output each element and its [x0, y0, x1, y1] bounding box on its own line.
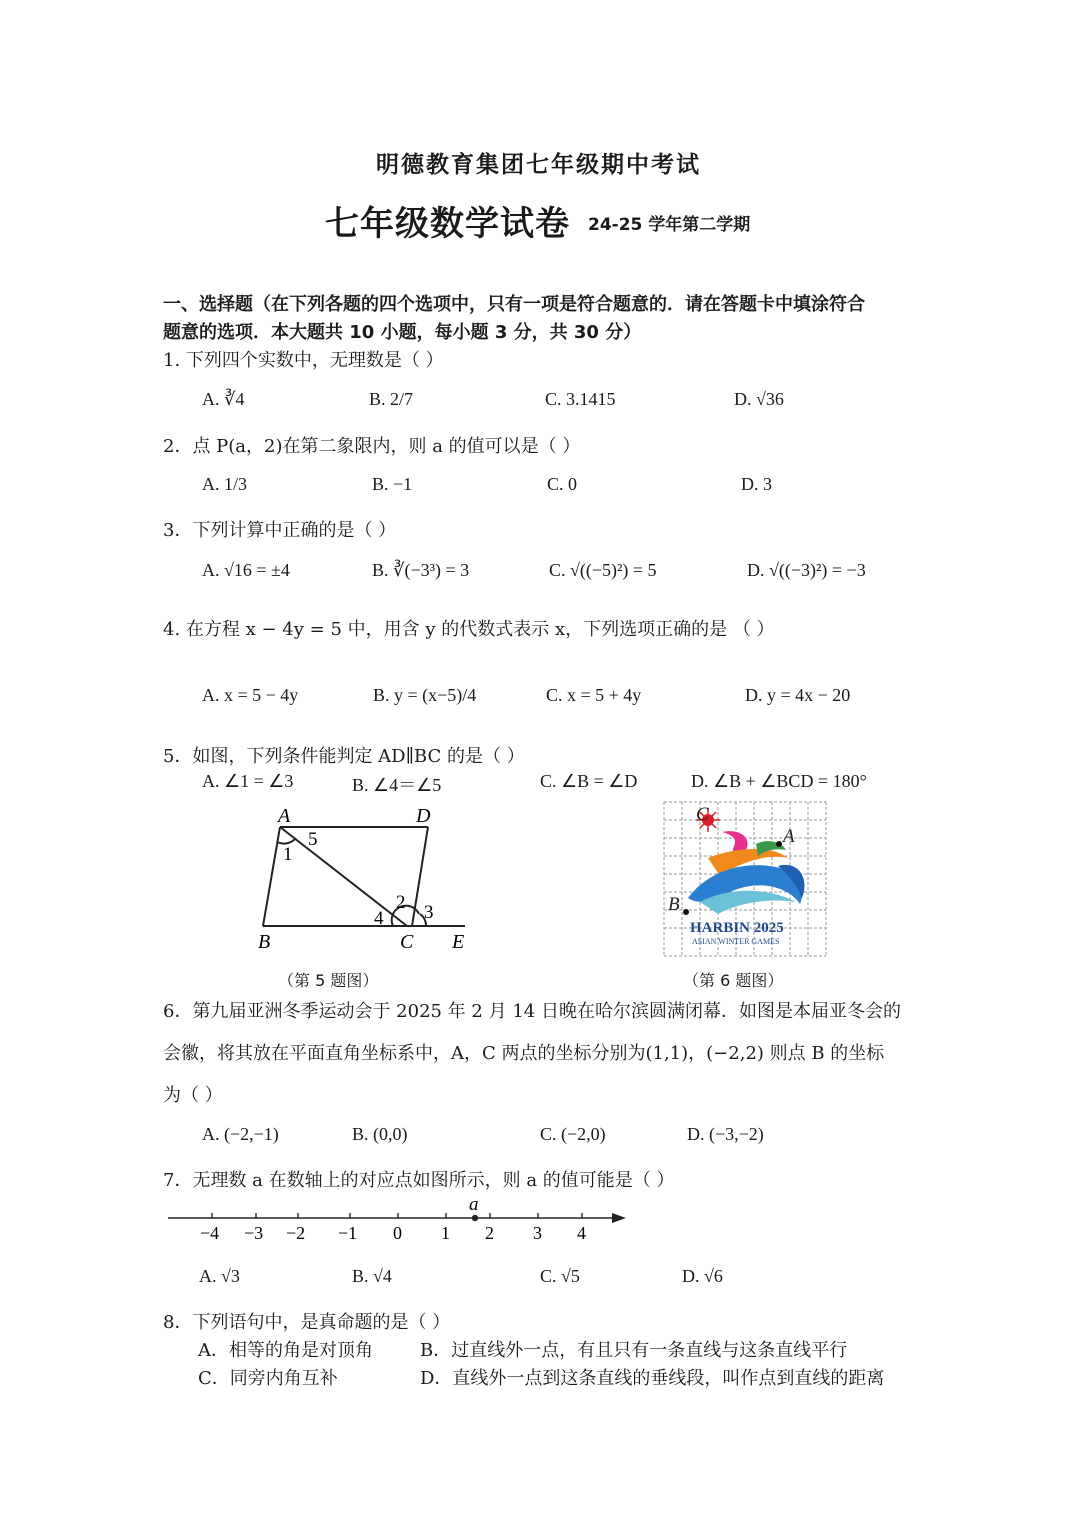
q8-option-b: B．过直线外一点，有且只有一条直线与这条直线平行 — [420, 1340, 848, 1361]
q7-option-d: D. √6 — [682, 1266, 723, 1286]
section-heading-line1: 一、选择题（在下列各题的四个选项中，只有一项是符合题意的．请在答题卡中填涂符合 — [163, 294, 865, 315]
q1-option-a: A. ∛4 — [202, 389, 245, 409]
number-line-point-a — [472, 1215, 478, 1221]
number-line-tick-label: −3 — [244, 1223, 264, 1243]
number-line-tick-label: 2 — [485, 1223, 494, 1243]
figure-6-caption: （第 6 题图） — [683, 971, 784, 990]
q5-option-a: A. ∠1 = ∠3 — [202, 771, 294, 791]
figure-5-parallelogram — [250, 800, 480, 960]
fig5-label-b: B — [258, 931, 271, 953]
q4-option-b: B. y = (x−5)/4 — [373, 685, 477, 705]
fig5-label-a: A — [278, 805, 291, 827]
question-6-line1: 6．第九届亚洲冬季运动会于 2025 年 2 月 14 日晚在哈尔滨圆满闭幕．如图是本届亚冬会的 — [163, 1001, 901, 1022]
number-line-point-label: a — [469, 1194, 479, 1215]
fig5-angle-1: 1 — [283, 844, 293, 865]
q1-option-b: B. 2/7 — [369, 389, 414, 409]
fig5-angle-2: 2 — [396, 892, 406, 913]
fig5-label-e: E — [452, 931, 465, 953]
q4-option-c: C. x = 5 + 4y — [546, 685, 642, 705]
exam-term: 24-25 学年第二学期 — [588, 215, 751, 235]
question-2: 2．点 P(a，2)在第二象限内，则 a 的值可以是（ ） — [163, 436, 581, 457]
q3-option-d: D. √((−3)²) = −3 — [747, 560, 866, 580]
fig6-label-b: B — [668, 894, 680, 915]
fig5-angle-5: 5 — [308, 829, 318, 850]
q3-option-c: C. √((−5)²) = 5 — [549, 560, 657, 580]
q7-option-a: A. √3 — [199, 1266, 240, 1286]
question-1: 1. 下列四个实数中，无理数是（ ） — [163, 350, 444, 371]
question-3: 3．下列计算中正确的是（ ） — [163, 520, 397, 541]
q3-option-a: A. √16 = ±4 — [202, 560, 290, 580]
figure-5-caption: （第 5 题图） — [278, 971, 379, 990]
q7-option-b: B. √4 — [352, 1266, 392, 1286]
fig6-label-c: C — [696, 804, 709, 825]
question-5: 5．如图，下列条件能判定 AD∥BC 的是（ ） — [163, 746, 525, 767]
exam-title: 七年级数学试卷 — [325, 204, 570, 244]
section-heading-line2: 题意的选项．本大题共 10 小题，每小题 3 分，共 30 分） — [163, 322, 642, 343]
q1-option-d: D. √36 — [734, 389, 784, 409]
number-line-tick-label: 0 — [393, 1223, 402, 1243]
fig5-label-d: D — [416, 805, 431, 827]
q8-option-c: C．同旁内角互补 — [198, 1368, 338, 1389]
q1-option-c: C. 3.1415 — [545, 389, 616, 409]
fig5-label-c: C — [400, 931, 414, 953]
fig6-label-a: A — [783, 826, 795, 847]
number-line — [160, 1194, 640, 1250]
q2-option-c: C. 0 — [547, 474, 578, 494]
q3-option-b: B. ∛(−3³) = 3 — [372, 560, 470, 580]
number-line-tick-label: 3 — [533, 1223, 542, 1243]
q7-option-c: C. √5 — [540, 1266, 580, 1286]
number-line-tick-label: −1 — [338, 1223, 358, 1243]
fig5-angle-3: 3 — [424, 902, 434, 923]
question-7: 7．无理数 a 在数轴上的对应点如图所示，则 a 的值可能是（ ） — [163, 1170, 675, 1191]
q4-option-d: D. y = 4x − 20 — [745, 685, 851, 705]
fig6-logo-subtitle: ASIAN WINTER GAMES — [692, 937, 780, 946]
number-line-tick-label: −4 — [200, 1223, 220, 1243]
question-6-line3: 为（ ） — [163, 1085, 223, 1106]
q4-option-a: A. x = 5 − 4y — [202, 685, 299, 705]
question-8: 8．下列语句中，是真命题的是（ ） — [163, 1312, 451, 1333]
q2-option-d: D. 3 — [741, 474, 772, 494]
number-line-tick-label: 1 — [441, 1223, 450, 1243]
fig6-logo-title: HARBIN 2025 — [690, 920, 784, 936]
q2-option-b: B. −1 — [372, 474, 413, 494]
q5-option-b: B. ∠4＝∠5 — [352, 775, 442, 795]
figure-6-harbin-logo-grid — [660, 798, 830, 960]
q8-option-a: A．相等的角是对顶角 — [198, 1340, 373, 1361]
number-line-tick-label: 4 — [577, 1223, 586, 1243]
q8-option-d: D．直线外一点到这条直线的垂线段，叫作点到直线的距离 — [420, 1368, 885, 1389]
question-6-line2: 会徽，将其放在平面直角坐标系中，A，C 两点的坐标分别为(1,1)，(−2,2) 则点 B 的坐标 — [163, 1043, 885, 1064]
exam-school-title: 明德教育集团七年级期中考试 — [376, 151, 701, 178]
q5-option-c: C. ∠B = ∠D — [540, 771, 638, 791]
q2-option-a: A. 1/3 — [202, 474, 247, 494]
number-line-tick-label: −2 — [286, 1223, 306, 1243]
fig5-angle-4: 4 — [374, 908, 384, 929]
q6-option-d: D. (−3,−2) — [687, 1124, 764, 1144]
question-4: 4. 在方程 x − 4y = 5 中，用含 y 的代数式表示 x，下列选项正确的是 （ ） — [163, 619, 775, 640]
q5-option-d: D. ∠B + ∠BCD = 180° — [691, 771, 867, 791]
q6-option-a: A. (−2,−1) — [202, 1124, 279, 1144]
q6-option-b: B. (0,0) — [352, 1124, 408, 1144]
q6-option-c: C. (−2,0) — [540, 1124, 606, 1144]
